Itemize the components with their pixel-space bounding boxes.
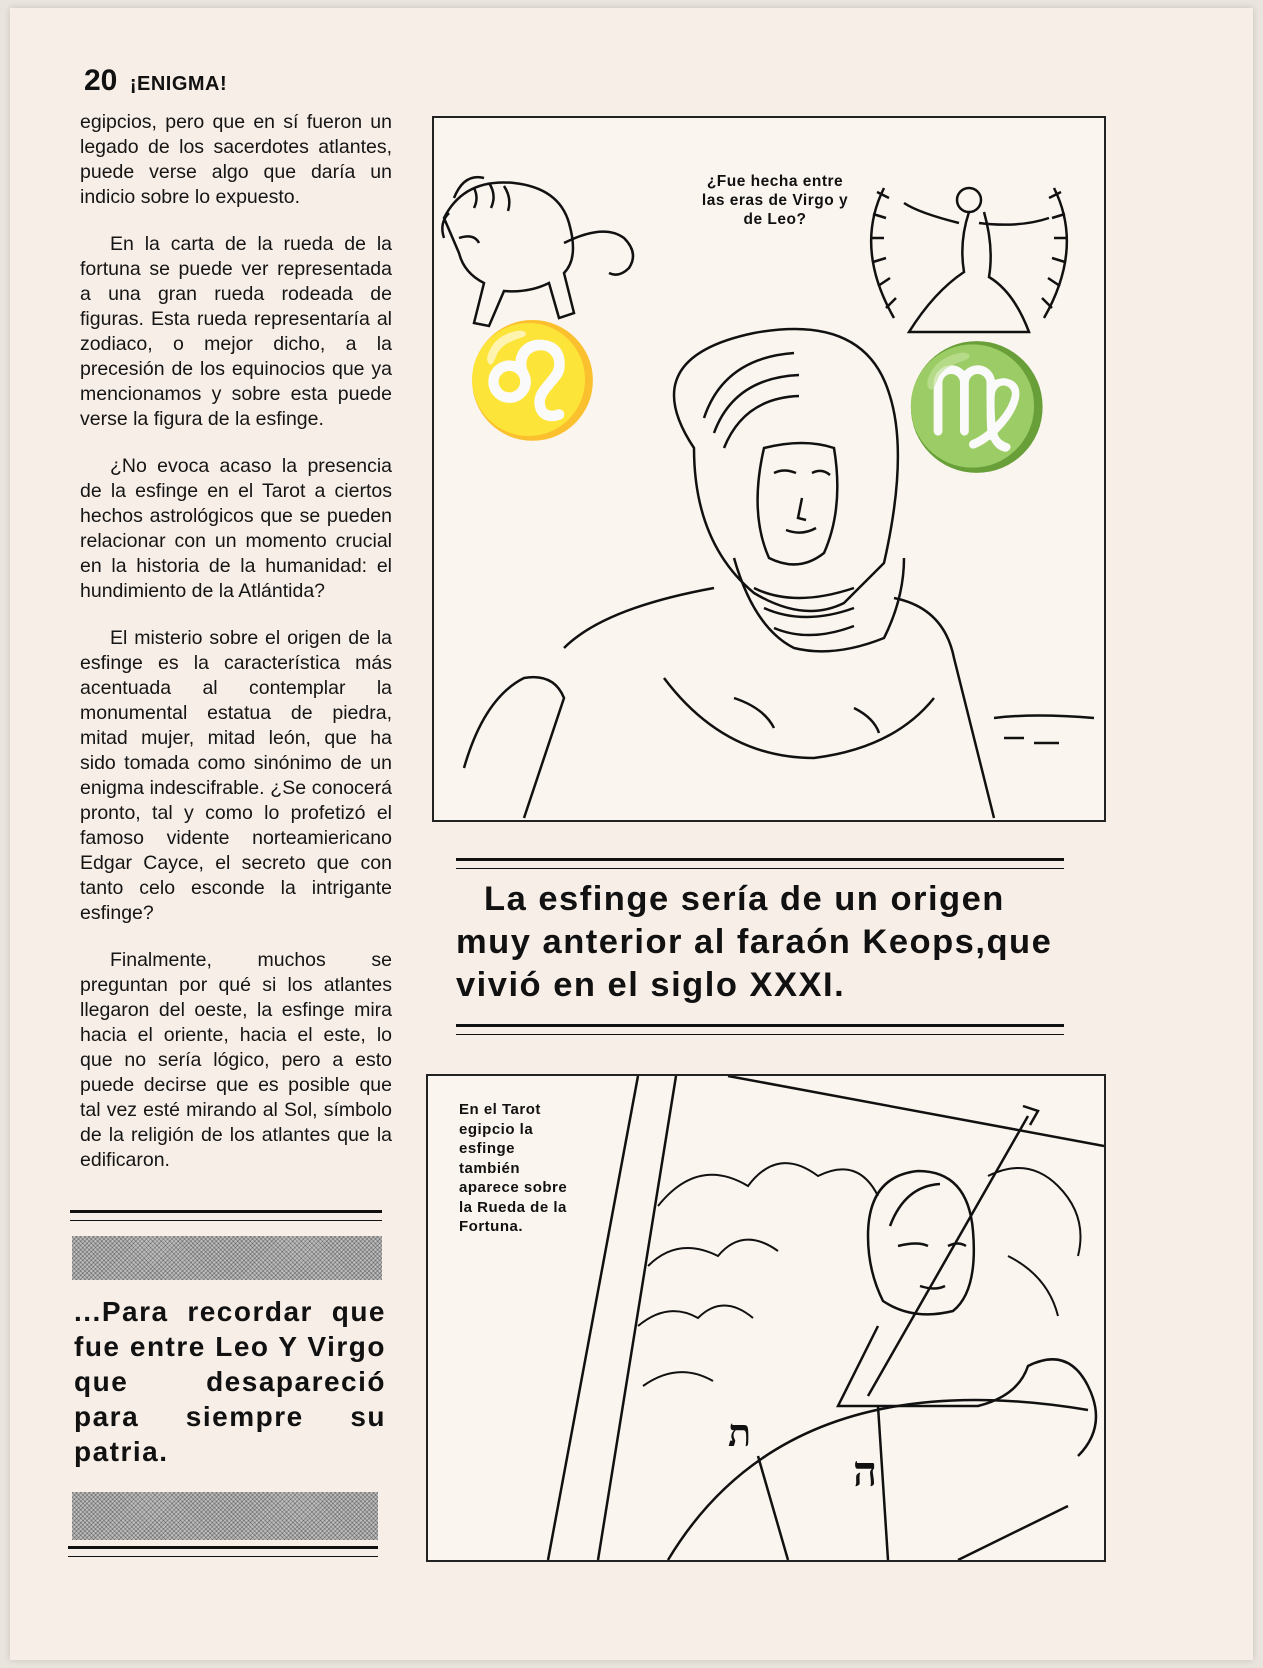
paragraph-1: egipcios, pero que en sí fueron un legado de los sacerdotes atlantes, puede verse algo que daría un indicio sobre lo expuesto.	[80, 111, 392, 208]
paragraph-5: Finalmente, muchos se preguntan por qué si los atlantes llegaron del oeste, la esfinge mira hacia el oriente, hacia el este, lo que no sería lógico, pero a esto puede decirse que es posible que tal vez esté mirando al Sol, símbolo de la religión de los atlantes que la edificaron.	[80, 949, 392, 1171]
sphinx-body-drawing	[464, 588, 1094, 818]
hatch-band-bottom	[72, 1492, 378, 1540]
column-divider-rule	[70, 1210, 382, 1221]
leo-symbol: ♌	[464, 315, 601, 444]
bottom-rule	[68, 1546, 378, 1557]
cloud-scrolls	[638, 1163, 1081, 1386]
hebrew-letter-1: ת	[728, 1410, 752, 1455]
tarot-card-border	[548, 1076, 1104, 1560]
headline-rule-bottom	[456, 1024, 1064, 1035]
headline-line-2: muy anterior al faraón Keops,que	[456, 923, 1053, 961]
top-figure-caption: ¿Fue hecha entre las eras de Virgo y de Leo?	[701, 173, 849, 228]
headline-rule-top	[456, 858, 1064, 869]
page-number: 20	[84, 64, 118, 97]
hatch-band-top	[72, 1236, 382, 1280]
sphinx-head-drawing	[674, 329, 904, 651]
leo-lion-drawing	[442, 177, 633, 326]
paragraph-4: El misterio sobre el origen de la esfinge es la característica más acentuada al contemplar la monumental estatua de piedra, mitad mujer, mitad león, que ha sido tomada como sinónimo de un enigma indescifrable. ¿Se conocerá pronto, tal y como lo profetizó el famoso vidente norteamiericano Edgar Cayce, el secreto que con tanto celo esconde la intrigante esfinge?	[80, 627, 392, 924]
headline-line-1: La esfinge sería de un origen	[484, 880, 1005, 918]
headline	[456, 878, 1066, 1007]
virgo-symbol: ♍	[902, 336, 1052, 477]
tarot-sphinx-drawing	[838, 1106, 1096, 1456]
magazine-title: ¡ENIGMA!	[129, 73, 228, 95]
bottom-figure-caption: En el Tarot egipcio la esfinge también aparece sobre la Rueda de la Fortuna.	[459, 1101, 568, 1235]
page-header	[84, 64, 227, 98]
article-body	[80, 110, 392, 1195]
pullquote: ...Para recordar que fue entre Leo Y Virgo que desapareció para siempre su patria.	[74, 1296, 386, 1467]
paragraph-2: En la carta de la rueda de la fortuna se puede ver representada a una gran rueda rodeada de figuras. Esta rueda representaría al zodiaco, o mejor dicho, a la precesión de los equinocios que ya mencionamos y sobre esta puede verse la figura de la esfinge.	[80, 233, 392, 430]
virgo-woman-drawing	[870, 188, 1068, 332]
paragraph-3: ¿No evoca acaso la presencia de la esfinge en el Tarot a ciertos hechos astrológicos que se pueden relacionar con un momento crucial en la historia de la humanidad: el hundimiento de la Atlántida?	[80, 455, 392, 602]
hebrew-letter-2: ה	[853, 1447, 878, 1496]
headline-line-3: vivió en el siglo XXXI.	[456, 966, 846, 1004]
